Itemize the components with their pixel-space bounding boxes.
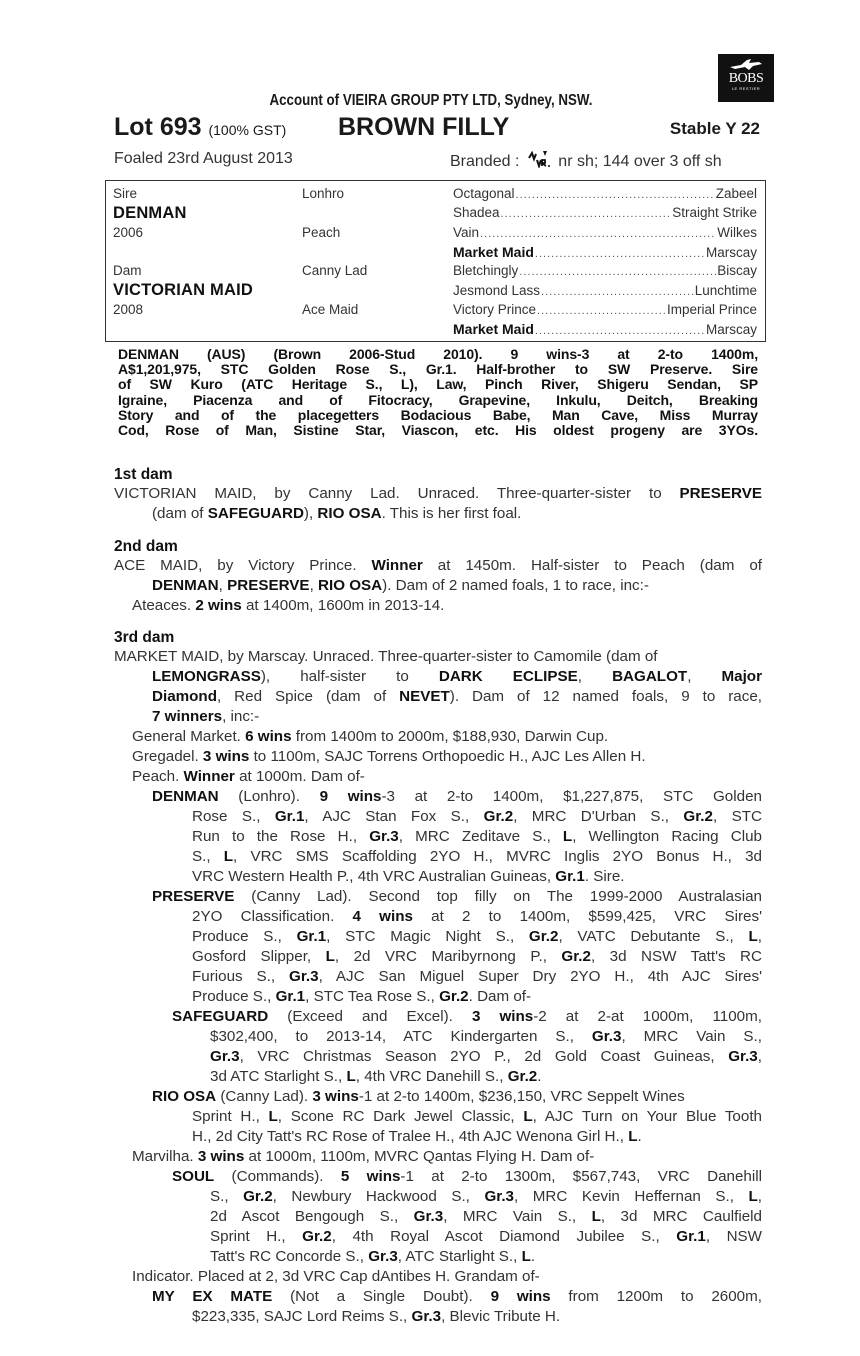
dot-leader [480, 228, 716, 240]
third-dam-text [114, 647, 762, 1327]
brand-mark-icon [528, 150, 550, 168]
text-line: Run to the Rose H., Gr.3, MRC Zeditave S., L, Wellington Racing Club [192, 828, 762, 845]
first-dam-text [114, 484, 762, 524]
logo-subtext: LE RESTIER [731, 86, 761, 91]
bold-text: Gr.1 [555, 868, 585, 885]
bold-text: Gr.2 [561, 948, 591, 965]
second-dam-heading: 2nd dam [114, 538, 178, 555]
bold-text: PRESERVE [152, 888, 235, 905]
bio-line: Igraine, Piacenza and of Fitocracy, Grapevine, Inkulu, Deitch, Breaking [118, 391, 758, 408]
bold-text: Winner [371, 557, 423, 574]
bold-text: Gr.1 [296, 928, 327, 945]
ancestor-sire: Biscay [717, 263, 757, 279]
bird-icon [729, 58, 763, 72]
bold-text: Gr.3 [413, 1208, 444, 1225]
bio-line: DENMAN (AUS) (Brown 2006-Stud 2010). 9 wins-3 at 2-to 1400m, [118, 346, 758, 362]
dot-leader [537, 305, 666, 317]
pedigree-ancestor [453, 283, 757, 302]
bold-text: BAGALOT [612, 668, 688, 685]
first-dam-section [114, 466, 762, 524]
bold-text: Major [721, 668, 762, 685]
dot-leader [541, 286, 694, 298]
text-line: ACE MAID, by Victory Prince. Winner at 1450m. Half-sister to Peach (dam of [114, 557, 762, 574]
bold-text: DENMAN [152, 577, 219, 594]
text-line: VRC Western Health P., 4th VRC Australian Guineas, Gr.1. Sire. [192, 868, 625, 885]
bio-line: Cod, Rose of Man, Sistine Star, Viascon, etc. His oldest progeny are 3YOs. [118, 422, 758, 439]
bold-text: Gr.1 [676, 1228, 706, 1245]
bold-text: 7 winners [152, 708, 223, 725]
bold-text: 3 wins [202, 748, 250, 765]
bold-text: 5 wins [340, 1168, 401, 1185]
text-line: LEMONGRASS), half-sister to DARK ECLIPSE, BAGALOT, Major [152, 668, 762, 685]
text-line: MY EX MATE (Not a Single Doubt). 9 wins from 1200m to 2600m, [152, 1288, 762, 1305]
pedigree-ancestor [453, 263, 757, 282]
lot-header [114, 113, 760, 141]
third-dam-heading: 3rd dam [114, 629, 175, 646]
text-line: DENMAN (Lonhro). 9 wins-3 at 2-to 1400m, $1,227,875, STC Golden [152, 788, 762, 805]
dot-leader [535, 248, 705, 260]
text-line: H., 2d City Tatt's RC Rose of Tralee H., 4th AJC Wenona Girl H., L. [192, 1128, 642, 1145]
text-line: Rose S., Gr.1, AJC Stan Fox S., Gr.2, MRC D'Urban S., Gr.2, STC [192, 808, 762, 825]
bold-text: 9 wins [319, 788, 382, 805]
text-line: Gosford Slipper, L, 2d VRC Maribyrnong P., Gr.2, 3d NSW Tatt's RC [192, 948, 762, 965]
brand-description: nr sh; 144 over 3 off sh [558, 153, 722, 170]
text-line: RIO OSA (Canny Lad). 3 wins-1 at 2-to 1400m, $236,150, VRC Seppelt Wines [152, 1088, 685, 1105]
text-line: S., L, VRC SMS Scaffolding 2YO H., MVRC Inglis 2YO Bonus H., 3d [192, 848, 762, 865]
bold-text: 9 wins [490, 1288, 551, 1305]
bio-line: Story and of the placegetters Bodacious Babe, Man Cave, Miss Murray [118, 406, 758, 423]
bold-text: Gr.3 [289, 968, 319, 985]
text-line: VICTORIAN MAID, by Canny Lad. Unraced. Three-quarter-sister to PRESERVE [114, 485, 762, 502]
bold-text: Gr.2 [683, 808, 713, 825]
pedigree-table [105, 180, 766, 342]
dot-leader [519, 266, 716, 278]
ancestor-name: Bletchingly [453, 263, 519, 279]
bold-text: Gr.1 [274, 808, 305, 825]
bold-text: L [628, 1128, 638, 1145]
bold-text: PRESERVE [679, 485, 762, 502]
dam-dam: Ace Maid [302, 302, 359, 317]
bold-text: L [562, 828, 573, 845]
bold-text: DARK ECLIPSE [438, 668, 578, 685]
text-line: $302,400, to 2013-14, ATC Kindergarten S., Gr.3, MRC Vain S., [210, 1028, 762, 1045]
text-line: Peach. Winner at 1000m. Dam of- [132, 768, 365, 785]
third-dam-section [114, 629, 762, 1327]
text-line: 3d ATC Starlight S., L, 4th VRC Danehill S., Gr.2. [210, 1068, 542, 1085]
bold-text: PRESERVE [227, 577, 310, 594]
bold-text: Diamond [152, 688, 217, 705]
stable-location: Stable Y 22 [669, 119, 760, 138]
bold-text: RIO OSA [152, 1088, 217, 1105]
text-line: SOUL (Commands). 5 wins-1 at 2-to 1300m, $567,743, VRC Danehill [172, 1168, 762, 1185]
dot-leader [501, 208, 672, 220]
text-line: Sprint H., Gr.2, 4th Royal Ascot Diamond Jubilee S., Gr.1, NSW [210, 1228, 762, 1245]
dam-label: Dam [113, 263, 142, 278]
sire-label: Sire [113, 186, 138, 201]
sire-biography [118, 347, 758, 438]
branded-info [450, 150, 722, 171]
ancestor-name: Vain [453, 224, 480, 240]
pedigree-ancestor [453, 225, 757, 244]
text-line: Marvilha. 3 wins at 1000m, 1100m, MVRC Qantas Flying H. Dam of- [132, 1148, 595, 1165]
text-line: Ateaces. 2 wins at 1400m, 1600m in 2013-14. [132, 597, 445, 614]
text-line: Indicator. Placed at 2, 3d VRC Cap dAntibes H. Grandam of- [132, 1268, 540, 1285]
text-line: SAFEGUARD (Exceed and Excel). 3 wins-2 at 2-at 1000m, 1100m, [172, 1008, 762, 1025]
text-line: Sprint H., L, Scone RC Dark Jewel Classic, L, AJC Turn on Your Blue Tooth [192, 1108, 762, 1125]
bold-text: Gr.2 [507, 1068, 538, 1085]
bold-text: SOUL [172, 1168, 215, 1185]
bold-text: SAFEGUARD [207, 505, 304, 522]
bold-text: Gr.3 [369, 828, 399, 845]
branded-label: Branded : [450, 153, 520, 170]
bold-text: MY EX MATE [152, 1288, 273, 1305]
text-line: 2YO Classification. 4 wins at 2 to 1400m, $599,425, VRC Sires' [192, 908, 762, 925]
pedigree-ancestor [453, 244, 757, 263]
bio-line: of SW Kuro (ATC Heritage S., L), Law, Pinch River, Shigeru Sendan, SP [118, 376, 758, 393]
sire-sire: Lonhro [302, 186, 345, 201]
text-line: Produce S., Gr.1, STC Magic Night S., Gr.2, VATC Debutante S., L, [192, 928, 762, 945]
ancestor-name: Shadea [453, 205, 500, 221]
ancestor-name: Octagonal [453, 186, 515, 201]
first-dam-heading: 1st dam [114, 466, 173, 483]
text-line: Gr.3, VRC Christmas Season 2YO P., 2d Gold Coast Guineas, Gr.3, [210, 1048, 762, 1065]
text-line: General Market. 6 wins from 1400m to 2000m, $188,930, Darwin Cup. [132, 728, 609, 745]
bold-text: Gr.3 [368, 1248, 398, 1265]
dam-year: 2008 [113, 302, 144, 317]
text-line: Tatt's RC Concorde S., Gr.3, ATC Starlight S., L. [210, 1248, 536, 1265]
second-dam-text [114, 556, 762, 616]
bold-text: L [523, 1108, 533, 1125]
bold-text: Gr.2 [243, 1188, 273, 1205]
ancestor-sire: Zabeel [715, 186, 757, 201]
bold-text: Gr.3 [411, 1308, 442, 1325]
pedigree-ancestor [453, 302, 757, 321]
ancestor-name: Market Maid [453, 321, 534, 338]
second-dam-section [114, 538, 762, 616]
ancestor-name: Victory Prince [453, 301, 537, 317]
pedigree-ancestor [453, 186, 757, 205]
dam-sire: Canny Lad [302, 263, 368, 278]
vendor-account: Account of VIEIRA GROUP PTY LTD, Sydney, NSW. [269, 92, 593, 109]
bold-text: L [346, 1068, 356, 1085]
bold-text: Gr.1 [275, 988, 306, 1005]
bold-text: Gr.3 [728, 1048, 758, 1065]
dam-name: VICTORIAN MAID [113, 281, 253, 299]
bold-text: 4 wins [352, 908, 413, 925]
ancestor-name: Jesmond Lass [453, 282, 541, 298]
text-line: Produce S., Gr.1, STC Tea Rose S., Gr.2. Dam of- [192, 988, 532, 1005]
bold-text: L [223, 848, 234, 865]
bold-text: Gr.2 [528, 928, 559, 945]
bold-text: Gr.3 [591, 1028, 622, 1045]
ancestor-sire: Wilkes [717, 224, 757, 240]
bold-text: Gr.2 [302, 1228, 332, 1245]
dot-leader [535, 325, 705, 337]
sire-dam: Peach [302, 225, 341, 240]
lot-number [114, 113, 286, 142]
text-line: Diamond, Red Spice (dam of NEVET). Dam of 12 named foals, 9 to race, [152, 688, 762, 705]
ancestor-sire: Lunchtime [694, 282, 757, 298]
text-line: S., Gr.2, Newbury Hackwood S., Gr.3, MRC Kevin Heffernan S., L, [210, 1188, 762, 1205]
bold-text: RIO OSA [318, 577, 383, 594]
ancestor-sire: Straight Strike [672, 205, 757, 221]
ancestor-sire: Marscay [705, 322, 757, 338]
lot-label: Lot 693 [114, 113, 202, 141]
sire-name: DENMAN [113, 204, 187, 222]
text-line: 7 winners, inc:- [152, 708, 260, 725]
sire-year: 2006 [113, 225, 144, 240]
bold-text: Gr.2 [483, 808, 514, 825]
text-line: Gregadel. 3 wins to 1100m, SAJC Torrens Orthopoedic H., AJC Les Allen H. [132, 748, 646, 765]
bold-text: 3 wins [197, 1148, 245, 1165]
bold-text: L [268, 1108, 278, 1125]
bold-text: LEMONGRASS [152, 668, 261, 685]
bold-text: L [591, 1208, 601, 1225]
bold-text: 6 wins [245, 728, 292, 745]
horse-description: BROWN FILLY [338, 113, 510, 141]
gst-note: (100% GST) [208, 122, 287, 138]
ancestor-sire: Imperial Prince [666, 301, 757, 317]
bold-text: RIO OSA [317, 505, 382, 522]
bold-text: 3 wins [312, 1088, 359, 1105]
bold-text: 2 wins [195, 597, 242, 614]
bold-text: Gr.3 [484, 1188, 515, 1205]
text-line: DENMAN, PRESERVE, RIO OSA). Dam of 2 named foals, 1 to race, inc:- [152, 577, 649, 594]
text-line: Furious S., Gr.3, AJC San Miguel Super Dry 2YO H., 4th AJC Sires' [192, 968, 762, 985]
pedigree-ancestor [453, 321, 757, 340]
foaled-date: Foaled 23rd August 2013 [114, 150, 293, 167]
text-line: $223,335, SAJC Lord Reims S., Gr.3, Blevic Tribute H. [192, 1308, 561, 1325]
bold-text: NEVET [399, 688, 450, 705]
ancestor-name: Market Maid [453, 243, 534, 260]
dot-leader [516, 189, 715, 201]
logo-text: BOBS [728, 71, 764, 86]
bold-text: 3 wins [471, 1008, 534, 1025]
bold-text: L [325, 948, 335, 965]
bold-text: L [748, 928, 758, 945]
text-line: MARKET MAID, by Marscay. Unraced. Three-quarter-sister to Camomile (dam of [114, 648, 658, 665]
bold-text: Gr.3 [210, 1048, 240, 1065]
ancestor-sire: Marscay [705, 244, 757, 260]
text-line: (dam of SAFEGUARD), RIO OSA. This is her first foal. [152, 505, 522, 522]
bold-text: SAFEGUARD [172, 1008, 269, 1025]
text-line: PRESERVE (Canny Lad). Second top filly on The 1999-2000 Australasian [152, 888, 762, 905]
bold-text: Winner [183, 768, 235, 785]
bold-text: L [521, 1248, 531, 1265]
bio-line: A$1,201,975, STC Golden Rose S., Gr.1. Half-brother to SW Preserve. Sire [118, 361, 758, 378]
text-line: 2d Ascot Bengough S., Gr.3, MRC Vain S., L, 3d MRC Caulfield [210, 1208, 762, 1225]
bold-text: DENMAN [152, 788, 219, 805]
bold-text: Gr.2 [439, 988, 469, 1005]
bold-text: L [748, 1188, 758, 1205]
pedigree-ancestor [453, 205, 757, 224]
